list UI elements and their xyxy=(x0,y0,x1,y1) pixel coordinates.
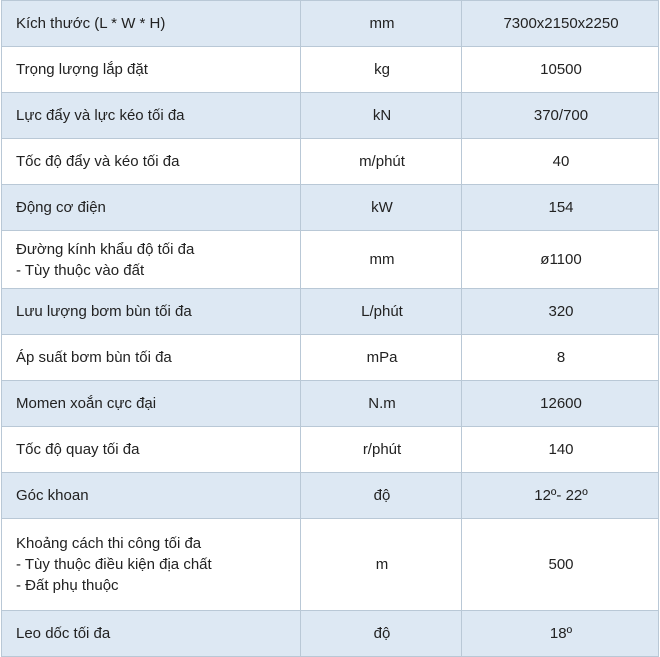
spec-row xyxy=(2,473,659,519)
spec-value-cell: 140 xyxy=(462,427,659,473)
spec-unit-cell: mPa xyxy=(301,335,462,381)
spec-name-line: - Tùy thuộc vào đất xyxy=(16,261,145,279)
spec-name-cell xyxy=(2,335,301,381)
spec-row xyxy=(2,611,659,657)
spec-name-line: Momen xoắn cực đại xyxy=(16,395,157,412)
spec-name-line: Leo dốc tối đa xyxy=(16,625,111,642)
spec-unit-cell: độ xyxy=(301,611,462,657)
spec-unit-cell: kN xyxy=(301,93,462,139)
spec-name-line: Tốc độ quay tối đa xyxy=(16,441,140,458)
spec-name-cell xyxy=(2,47,301,93)
spec-unit-cell: mm xyxy=(301,231,462,289)
spec-value-cell: 12º- 22º xyxy=(462,473,659,519)
spec-unit-cell: N.m xyxy=(301,381,462,427)
spec-name-cell xyxy=(2,381,301,427)
spec-value-cell: 154 xyxy=(462,185,659,231)
spec-value-cell: 18º xyxy=(462,611,659,657)
spec-name-cell xyxy=(2,289,301,335)
spec-name-cell xyxy=(2,185,301,231)
spec-row xyxy=(2,93,659,139)
spec-row xyxy=(2,335,659,381)
spec-value-cell: 500 xyxy=(462,519,659,611)
spec-name-line: - Tùy thuộc điều kiện địa chất xyxy=(16,556,212,573)
spec-value-cell: 370/700 xyxy=(462,93,659,139)
spec-name-line: - Đất phụ thuộc xyxy=(16,577,119,594)
spec-name-cell xyxy=(2,1,301,47)
spec-name-cell xyxy=(2,93,301,139)
spec-table-body xyxy=(2,1,659,657)
spec-name-cell xyxy=(2,611,301,657)
spec-row xyxy=(2,289,659,335)
spec-table xyxy=(1,0,659,657)
spec-name-line: Đường kính khẩu độ tối đa xyxy=(16,240,195,258)
spec-name-line: Góc khoan xyxy=(16,487,89,504)
spec-row xyxy=(2,1,659,47)
spec-name-cell xyxy=(2,519,301,611)
spec-name-line: Kích thước (L * W * H) xyxy=(16,15,166,32)
spec-unit-cell: L/phút xyxy=(301,289,462,335)
spec-unit-cell: m/phút xyxy=(301,139,462,185)
spec-name-cell xyxy=(2,231,301,289)
spec-unit-cell: r/phút xyxy=(301,427,462,473)
spec-value-cell: 8 xyxy=(462,335,659,381)
spec-row xyxy=(2,519,659,611)
spec-name-cell xyxy=(2,427,301,473)
spec-value-cell: 320 xyxy=(462,289,659,335)
spec-name-line: Khoảng cách thi công tối đa xyxy=(16,535,202,552)
spec-value-cell: ø1100 xyxy=(462,231,659,289)
spec-value-cell: 12600 xyxy=(462,381,659,427)
spec-unit-cell: độ xyxy=(301,473,462,519)
spec-name-cell xyxy=(2,473,301,519)
spec-value-cell: 7300x2150x2250 xyxy=(462,1,659,47)
spec-row xyxy=(2,139,659,185)
spec-value-cell: 10500 xyxy=(462,47,659,93)
spec-name-line: Lưu lượng bơm bùn tối đa xyxy=(16,303,192,320)
spec-row xyxy=(2,381,659,427)
spec-unit-cell: mm xyxy=(301,1,462,47)
spec-unit-cell: kW xyxy=(301,185,462,231)
spec-name-line: Trọng lượng lắp đặt xyxy=(16,61,148,78)
spec-name-line: Áp suất bơm bùn tối đa xyxy=(16,349,172,366)
spec-unit-cell: m xyxy=(301,519,462,611)
spec-name-line: Động cơ điện xyxy=(16,199,106,216)
spec-unit-cell: kg xyxy=(301,47,462,93)
spec-name-cell xyxy=(2,139,301,185)
spec-value-cell: 40 xyxy=(462,139,659,185)
spec-row xyxy=(2,427,659,473)
spec-name-line: Tốc độ đẩy và kéo tối đa xyxy=(16,153,180,170)
spec-row xyxy=(2,231,659,289)
spec-row xyxy=(2,185,659,231)
spec-name-line: Lực đẩy và lực kéo tối đa xyxy=(16,107,185,124)
spec-row xyxy=(2,47,659,93)
